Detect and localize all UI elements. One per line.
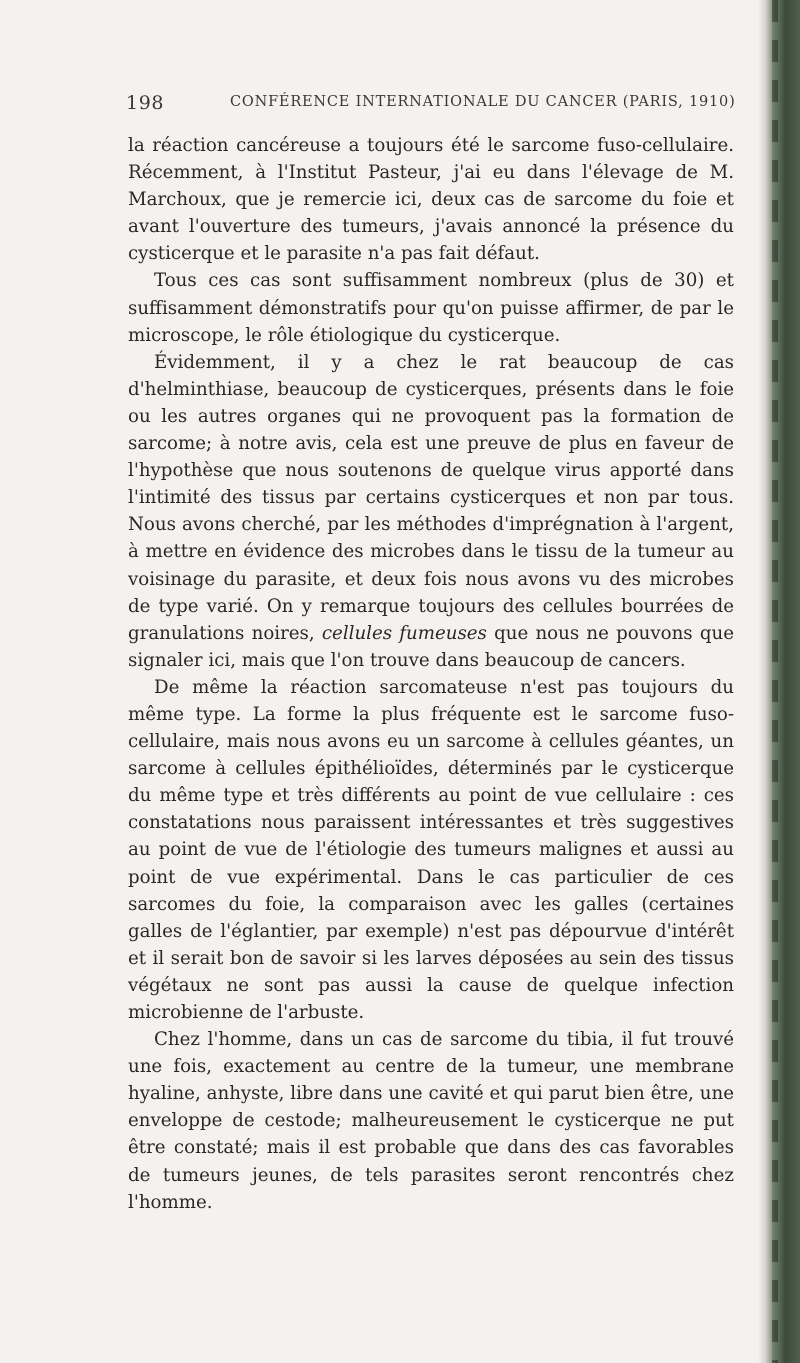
italic-term-cellules-fumeuses: cellules fumeuses: [321, 622, 487, 644]
paragraph-1: la réaction cancéreuse a toujours été le sarcome fuso-cellulaire. Récemment, à l'Institut Pasteur, j'ai eu dans l'élevage de M. Marchoux, que je remercie ici, deux cas de sarcome du foie et avant l'ouverture des tumeurs, j'avais annoncé la présence du cysticerque et le parasite n'a pas fait défaut.: [128, 135, 734, 265]
paragraph-3-text-after: que nous ne pouvons que signaler ici, mais que l'on trouve dans beaucoup de cancers.: [128, 622, 734, 671]
body-text: [128, 132, 734, 1216]
paragraph-3: [128, 349, 734, 674]
paragraph-3-text: Évidemment, il y a chez le rat beaucoup de cas d'helminthiase, beaucoup de cysticerques, présents dans le foie ou les autres organes qui ne provoquent pas la formation de sarcome; à notre avis, cela est une preuve de plus en faveur de l'hypothèse que nous soutenons de quelque virus apporté dans l'intimité des tissus par certains cysticerques et non par tous. Nous avons cherché, par les méthodes d'imprégnation à l'argent, à mettre en évidence des microbes dans le tissu de la tumeur au voisinage du parasite, et deux fois nous avons vu des microbes de type varié. On y remarque toujours des cellules bourrées de granulations noires,: [128, 351, 734, 644]
paragraph-5: Chez l'homme, dans un cas de sarcome du tibia, il fut trouvé une fois, exactement au centre de la tumeur, une membrane hyaline, anhyste, libre dans une cavité et qui parut bien être, une enveloppe de cestode; malheureusement le cysticerque ne put être constaté; mais il est probable que dans des cas favorables de tumeurs jeunes, de tels parasites seront rencontrés chez l'homme.: [128, 1029, 734, 1213]
page-number: 198: [126, 92, 165, 114]
paragraph-2: Tous ces cas sont suffisamment nombreux (plus de 30) et suffisamment démonstratifs pour qu'on puisse affirmer, de par le microscope, le rôle étiologique du cysticerque.: [128, 270, 734, 346]
page-header: [126, 92, 736, 118]
paragraph-4: De même la réaction sarcomateuse n'est pas toujours du même type. La forme la plus fréquente est le sarcome fuso-cellulaire, mais nous avons eu un sarcome à cellules géantes, un sarcome à cellules épithélioïdes, déterminés par le cysticerque du même type et très différents au point de vue cellulaire : ces constatations nous paraissent intéressantes et très suggestives au point de vue de l'étiologie des tumeurs malignes et aussi au point de vue expérimental. Dans le cas particulier de ces sarcomes du foie, la comparaison avec les galles (certaines galles de l'églantier, par exemple) n'est pas dépourvue d'intérêt et il serait bon de savoir si les larves déposées au sein des tissus végétaux ne sont pas aussi la cause de quelque infection microbienne de l'arbuste.: [128, 676, 734, 1023]
running-title: CONFÉRENCE INTERNATIONALE DU CANCER (PARIS, 1910): [230, 94, 736, 110]
book-binding-edge: [758, 0, 800, 1363]
